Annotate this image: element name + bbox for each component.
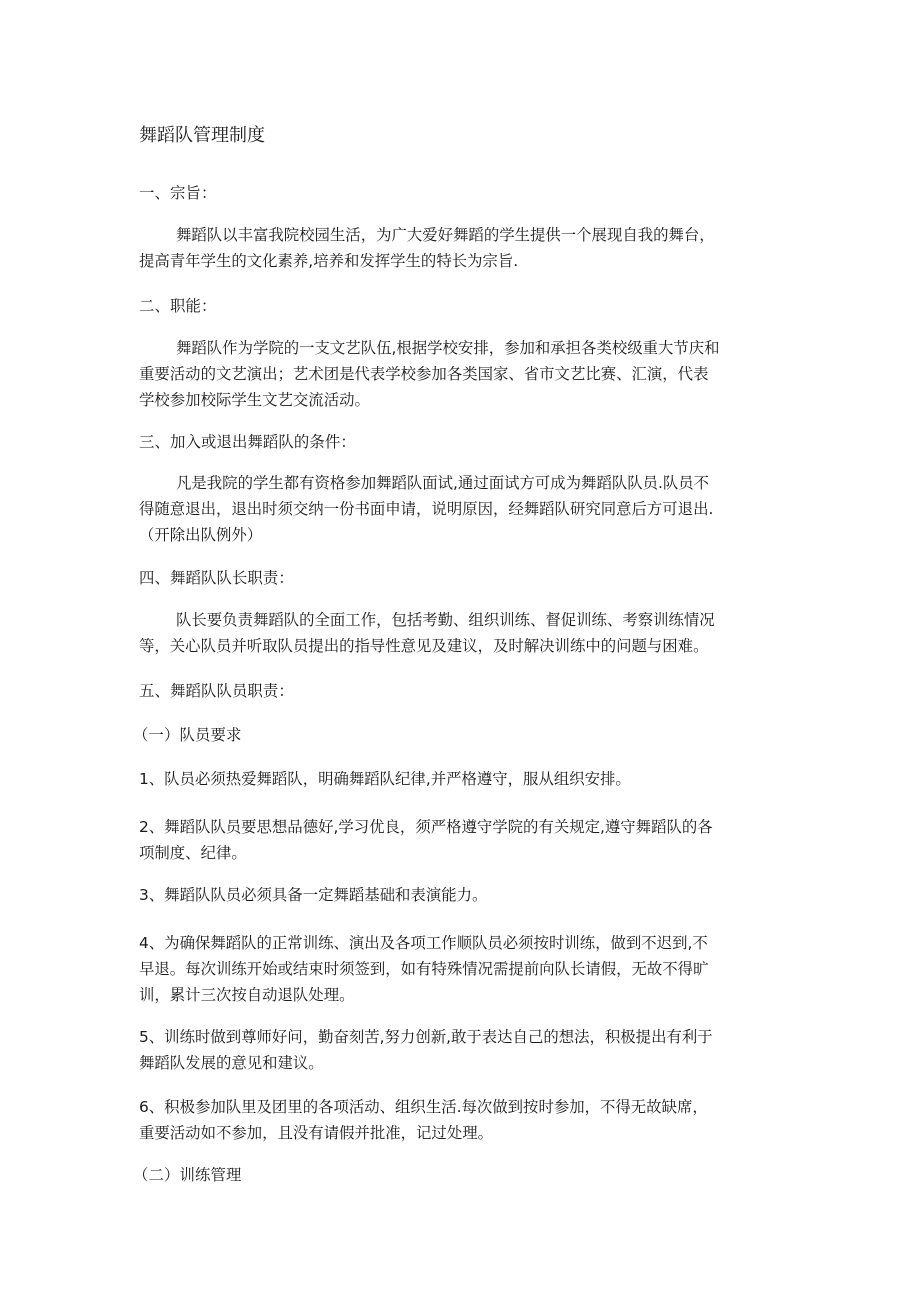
- paragraph-line: 凡是我院的学生都有资格参加舞蹈队面试,通过面试方可成为舞蹈队队员.队员不: [176, 474, 710, 492]
- list-item-line: 舞蹈队发展的意见和建议。: [139, 1054, 324, 1072]
- section-heading-captain-duties: 四、舞蹈队队长职责：: [139, 569, 294, 587]
- list-item: [139, 814, 713, 866]
- subsection-heading-member-requirements: （一）队员要求: [133, 726, 242, 744]
- list-item-line: 1、队员必须热爱舞蹈队，明确舞蹈队纪律,并严格遵守，服从组织安排。: [139, 770, 631, 788]
- paragraph-functions: [139, 335, 720, 413]
- paragraph-purpose: [139, 222, 715, 274]
- section-heading-member-duties: 五、舞蹈队队员职责：: [139, 682, 294, 700]
- list-item-line: 6、积极参加队里及团里的各项活动、组织生活.每次做到按时参加，不得无故缺席，: [139, 1098, 708, 1116]
- list-item-line: 2、舞蹈队队员要思想品德好,学习优良，须严格遵守学院的有关规定,遵守舞蹈队的各: [139, 818, 713, 836]
- list-item: [139, 1024, 713, 1076]
- list-item-line: 训，累计三次按自动退队处理。: [139, 986, 355, 1004]
- list-item: [139, 882, 487, 908]
- list-item: [139, 766, 631, 792]
- list-item-line: 4、为确保舞蹈队的正常训练、演出及各项工作顺队员必须按时训练，做到不迟到,不: [139, 934, 708, 952]
- paragraph-line: （开除出队例外）: [139, 526, 263, 544]
- list-item-line: 项制度、纪律。: [139, 844, 247, 862]
- section-heading-purpose: 一、宗旨：: [139, 184, 217, 202]
- subsection-heading-training-management: （二）训练管理: [133, 1166, 242, 1184]
- paragraph-line: 等，关心队员并听取队员提出的指导性意见及建议，及时解决训练中的问题与困难。: [139, 637, 709, 655]
- paragraph-join-leave: [139, 470, 713, 548]
- paragraph-captain-duties: [139, 607, 715, 659]
- list-item-line: 早退。每次训练开始或结束时须签到，如有特殊情况需提前向队长请假，无故不得旷: [139, 960, 709, 978]
- document-title: 舞蹈队管理制度: [139, 125, 265, 146]
- list-item-line: 重要活动如不参加，且没有请假并批准，记过处理。: [139, 1124, 493, 1142]
- paragraph-line: 舞蹈队作为学院的一支文艺队伍,根据学校安排，参加和承担各类校级重大节庆和: [176, 339, 720, 357]
- list-item: [139, 1094, 708, 1146]
- section-heading-functions: 二、职能：: [139, 297, 217, 315]
- list-item-line: 3、舞蹈队队员必须具备一定舞蹈基础和表演能力。: [139, 886, 488, 904]
- paragraph-line: 得随意退出，退出时须交纳一份书面申请，说明原因，经舞蹈队研究同意后方可退出.: [139, 500, 714, 518]
- paragraph-line: 提高青年学生的文化素养,培养和发挥学生的特长为宗旨.: [139, 252, 519, 270]
- paragraph-line: 学校参加校际学生文艺交流活动。: [139, 391, 370, 409]
- section-heading-join-leave: 三、加入或退出舞蹈队的条件：: [139, 433, 356, 451]
- list-item-line: 5、训练时做到尊师好问，勤奋刻苦,努力创新,敢于表达自己的想法，积极提出有利于: [139, 1028, 713, 1046]
- paragraph-line: 队长要负责舞蹈队的全面工作，包括考勤、组织训练、督促训练、考察训练情况: [176, 611, 715, 629]
- list-item: [139, 930, 708, 1008]
- paragraph-line: 舞蹈队以丰富我院校园生活，为广大爱好舞蹈的学生提供一个展现自我的舞台，: [176, 226, 715, 244]
- paragraph-line: 重要活动的文艺演出；艺术团是代表学校参加各类国家、省市文艺比赛、汇演，代表: [139, 365, 709, 383]
